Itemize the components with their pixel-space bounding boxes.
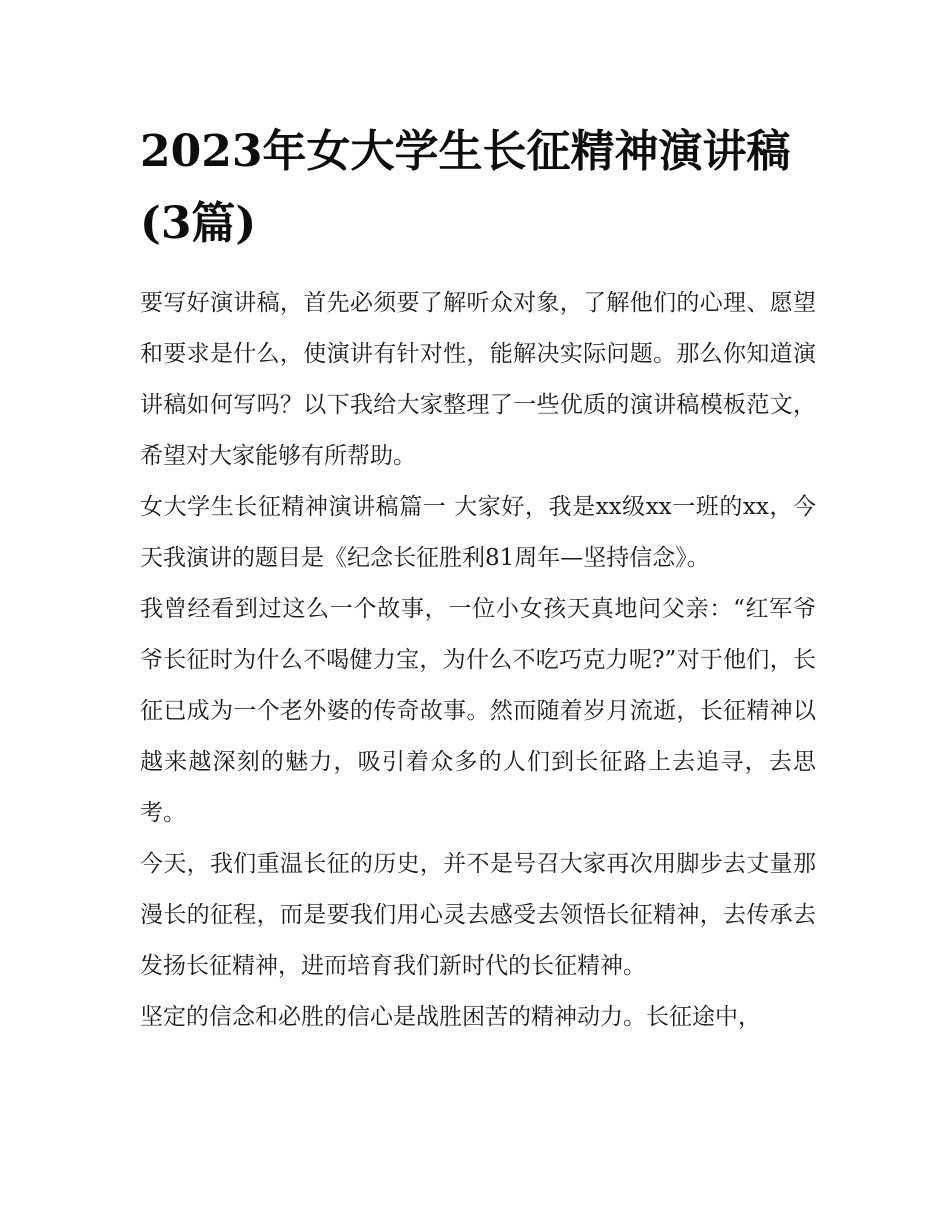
document-body [140, 278, 816, 1043]
paragraph-belief: 坚定的信念和必胜的信心是战胜困苦的精神动力。长征途中， [140, 1004, 761, 1030]
document-title: 2023年女大学生长征精神演讲稿(3篇) [140, 126, 791, 249]
paragraph-intro: 要写好演讲稿，首先必须要了解听众对象，了解他们的心理、愿望和要求是什么，使演讲有针对性，能解决实际问题。那么你知道演讲稿如何写吗？以下我给大家整理了一些优质的演讲稿模板范文，希望对大家能够有所帮助。 [140, 290, 816, 469]
paragraph-greeting: 女大学生长征精神演讲稿篇一 大家好，我是xx级xx一班的xx，今天我演讲的题目是《纪念长征胜利81周年—坚持信念》。 [140, 494, 816, 571]
paragraph-story: 我曾经看到过这么一个故事，一位小女孩天真地问父亲：“红军爷爷长征时为什么不喝健力宝，为什么不吃巧克力呢?”对于他们，长征已成为一个老外婆的传奇故事。然而随着岁月流逝，长征精神以越来越深刻的魅力，吸引着众多的人们到长征路上去追寻，去思考。 [140, 596, 816, 826]
paragraph-history: 今天，我们重温长征的历史，并不是号召大家再次用脚步去丈量那漫长的征程，而是要我们用心灵去感受去领悟长征精神，去传承去发扬长征精神，进而培育我们新时代的长征精神。 [140, 851, 816, 979]
